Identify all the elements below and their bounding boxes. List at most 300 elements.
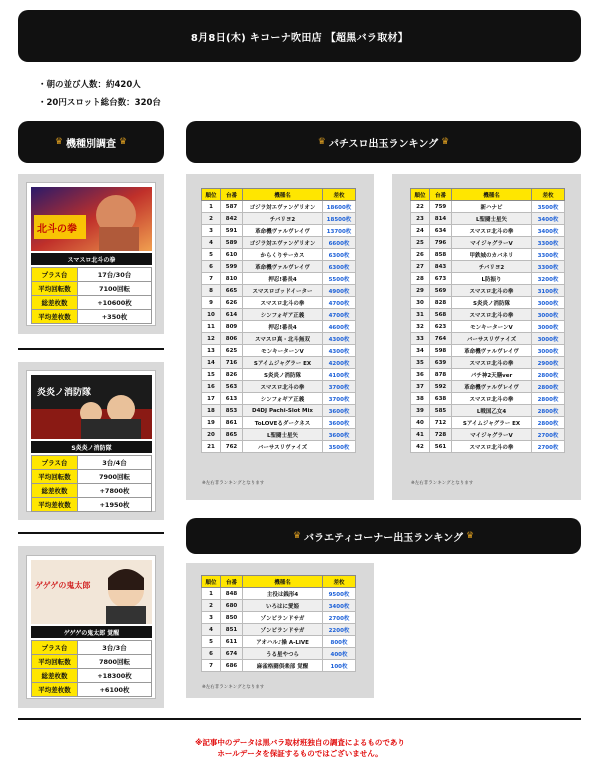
diff-cell: 3700枚 (323, 393, 356, 405)
crown-icon: ♛ (54, 137, 63, 147)
model-cell: スマスロ北斗の拳 (452, 393, 532, 405)
unit-cell: 639 (430, 357, 452, 369)
diff-cell: 4100枚 (323, 369, 356, 381)
rank-cell: 21 (202, 441, 221, 453)
ranking-table-right (410, 188, 565, 453)
ranking-table-left (201, 188, 356, 453)
model-cell: 革命機ヴァルヴレイヴ (452, 381, 532, 393)
table-row (411, 309, 565, 321)
model-cell: スマスロ北斗の拳 (452, 285, 532, 297)
rank-cell: 6 (202, 261, 221, 273)
model-cell: 革命機ヴァルヴレイヴ (243, 261, 323, 273)
stat-label: プラス台 (32, 641, 78, 655)
table-row (411, 345, 565, 357)
table-row (32, 310, 152, 324)
table-row (202, 273, 356, 285)
stat-label: 平均回転数 (32, 282, 78, 296)
unit-cell: 850 (221, 612, 243, 624)
col-diff: 差枚 (323, 576, 356, 588)
table-row (411, 369, 565, 381)
machine-image-enen (31, 375, 152, 439)
diff-cell: 3000枚 (532, 333, 565, 345)
machine-stats-table (31, 640, 152, 697)
model-cell: 主役は銭形4 (243, 588, 323, 600)
table-row (202, 588, 356, 600)
stat-label: 平均差枚数 (32, 683, 78, 697)
stat-label: 平均差枚数 (32, 498, 78, 512)
table-row (411, 381, 565, 393)
crown-icon: ♛ (317, 137, 326, 147)
diff-cell: 2700枚 (532, 429, 565, 441)
diff-cell: 4900枚 (323, 285, 356, 297)
table-row (411, 429, 565, 441)
model-cell: L聖闘士星矢 (243, 429, 323, 441)
unit-cell: 561 (430, 441, 452, 453)
col-model: 機種名 (243, 576, 323, 588)
diff-cell: 3300枚 (532, 249, 565, 261)
section-variety-ranking-label: バラエティコーナー出玉ランキング (304, 532, 463, 544)
stat-label: 平均差枚数 (32, 310, 78, 324)
diff-cell: 5500枚 (323, 273, 356, 285)
table-row (32, 498, 152, 512)
unit-cell: 686 (221, 660, 243, 672)
model-cell: 麻雀格闘倶楽部 覚醒 (243, 660, 323, 672)
diff-cell: 3500枚 (323, 441, 356, 453)
diff-cell: 800枚 (323, 636, 356, 648)
machine-card (26, 555, 156, 699)
model-cell: スマスロ北斗の拳 (452, 357, 532, 369)
rank-cell: 16 (202, 381, 221, 393)
rank-cell: 40 (411, 417, 430, 429)
table-row (202, 249, 356, 261)
machine-logo-text: ゲゲゲの鬼太郎 (35, 581, 91, 590)
rank-cell: 30 (411, 297, 430, 309)
rank-cell: 26 (411, 249, 430, 261)
unit-cell: 716 (221, 357, 243, 369)
model-cell: スマスロ北斗の拳 (243, 381, 323, 393)
rank-cell: 10 (202, 309, 221, 321)
stat-value: 7100回転 (78, 282, 152, 296)
diff-cell: 3000枚 (532, 321, 565, 333)
table-row (202, 441, 356, 453)
table-row (32, 456, 152, 470)
rank-cell: 2 (202, 600, 221, 612)
machine-card (26, 182, 156, 326)
model-cell: スマスロ北斗の拳 (452, 309, 532, 321)
model-cell: L聖闘士星矢 (452, 213, 532, 225)
table-row (202, 624, 356, 636)
section-machine-survey (18, 121, 164, 163)
unit-cell: 634 (430, 225, 452, 237)
diff-cell: 400枚 (323, 648, 356, 660)
unit-cell: 853 (221, 405, 243, 417)
diff-cell: 9500枚 (323, 588, 356, 600)
model-cell: パチ神2天膳ver (452, 369, 532, 381)
model-cell: チバリヨ2 (452, 261, 532, 273)
unit-cell: 610 (221, 249, 243, 261)
table-row (32, 282, 152, 296)
unit-cell: 623 (430, 321, 452, 333)
section-variety-ranking (186, 518, 581, 554)
table-row (202, 393, 356, 405)
rank-cell: 7 (202, 273, 221, 285)
rank-cell: 17 (202, 393, 221, 405)
diff-cell: 2800枚 (532, 393, 565, 405)
unit-cell: 843 (430, 261, 452, 273)
rank-cell: 23 (411, 213, 430, 225)
rank-cell: 28 (411, 273, 430, 285)
col-rank: 順位 (202, 189, 221, 201)
model-cell: スマスロ北斗の拳 (452, 225, 532, 237)
model-cell: ゴジラ対エヴァンゲリオン (243, 237, 323, 249)
unit-cell: 712 (430, 417, 452, 429)
model-cell: うる星やつら (243, 648, 323, 660)
table-row (202, 309, 356, 321)
model-cell: L防振り (452, 273, 532, 285)
col-unit: 台番 (221, 189, 243, 201)
rank-cell: 4 (202, 237, 221, 249)
model-cell: いろはに愛姫 (243, 600, 323, 612)
diff-cell: 3400枚 (532, 213, 565, 225)
diff-cell: 4200枚 (323, 357, 356, 369)
rank-cell: 33 (411, 333, 430, 345)
table-row (411, 417, 565, 429)
table-row (202, 612, 356, 624)
diff-cell: 13700枚 (323, 225, 356, 237)
unit-cell: 589 (221, 237, 243, 249)
model-cell: S炎炎ノ消防隊 (243, 369, 323, 381)
unit-cell: 599 (221, 261, 243, 273)
rank-cell: 12 (202, 333, 221, 345)
diff-cell: 6600枚 (323, 237, 356, 249)
ranking-note: ※左右非ランキングとなります (202, 481, 265, 486)
model-cell: スマスロ北斗の拳 (243, 297, 323, 309)
table-row (202, 345, 356, 357)
table-row (32, 484, 152, 498)
model-cell: 新ハナビ (452, 201, 532, 213)
model-cell: ゾンビランドサガ (243, 624, 323, 636)
unit-cell: 673 (430, 273, 452, 285)
rank-cell: 4 (202, 624, 221, 636)
rank-cell: 1 (202, 588, 221, 600)
col-rank: 順位 (411, 189, 430, 201)
unit-cell: 563 (221, 381, 243, 393)
section-pachislot-ranking-label: パチスロ出玉ランキング (328, 138, 439, 150)
diff-cell: 3300枚 (532, 261, 565, 273)
table-row (411, 297, 565, 309)
disclaimer-line-1: ※記事中のデータは黒バラ取材班独自の調査によるものであり (195, 738, 405, 747)
table-row (411, 237, 565, 249)
model-cell: モンキーターンV (243, 345, 323, 357)
unit-cell: 674 (221, 648, 243, 660)
table-header-row (202, 189, 356, 201)
table-row (202, 405, 356, 417)
rank-cell: 35 (411, 357, 430, 369)
crown-icon: ♛ (465, 531, 475, 541)
rank-cell: 38 (411, 393, 430, 405)
unit-cell: 568 (430, 309, 452, 321)
rank-cell: 37 (411, 381, 430, 393)
table-row (32, 683, 152, 697)
model-cell: 甲鉄城のカバネリ (452, 249, 532, 261)
summary-line-total: ・ 20円スロット総台数：320台 (38, 94, 161, 112)
model-cell: モンキーターンV (452, 321, 532, 333)
diff-cell: 6300枚 (323, 261, 356, 273)
table-row (202, 237, 356, 249)
table-row (202, 381, 356, 393)
model-cell: マイジャグラーV (452, 237, 532, 249)
col-model: 機種名 (243, 189, 323, 201)
diff-cell: 2800枚 (532, 381, 565, 393)
model-cell: ゾンビランドサガ (243, 612, 323, 624)
rank-cell: 6 (202, 648, 221, 660)
rank-cell: 8 (202, 285, 221, 297)
machine-image-hokuto (31, 187, 152, 251)
unit-cell: 861 (221, 417, 243, 429)
stat-value: +1950枚 (78, 498, 152, 512)
table-row (202, 261, 356, 273)
section-pachislot-ranking (186, 121, 581, 163)
unit-cell: 680 (221, 600, 243, 612)
model-cell: スマスロ北斗の拳 (452, 441, 532, 453)
table-row (411, 333, 565, 345)
table-row (32, 296, 152, 310)
table-row (202, 636, 356, 648)
ranking-note: ※左右非ランキングとなります (411, 481, 474, 486)
unit-cell: 614 (221, 309, 243, 321)
table-row (202, 333, 356, 345)
divider (18, 532, 164, 534)
rank-cell: 31 (411, 309, 430, 321)
model-cell: スマスロ真・北斗無双 (243, 333, 323, 345)
rank-cell: 19 (202, 417, 221, 429)
model-cell: チバリヨ2 (243, 213, 323, 225)
summary (38, 76, 161, 112)
model-cell: シンフォギア正義 (243, 309, 323, 321)
model-cell: ゴジラ対エヴァンゲリオン (243, 201, 323, 213)
rank-cell: 7 (202, 660, 221, 672)
stat-value: +6100枚 (78, 683, 152, 697)
model-cell: マイジャグラーV (452, 429, 532, 441)
model-cell: バーサスリヴァイズ (452, 333, 532, 345)
disclaimer (0, 737, 600, 759)
stat-label: 総差枚数 (32, 296, 78, 310)
unit-cell: 842 (221, 213, 243, 225)
rank-cell: 2 (202, 213, 221, 225)
col-rank: 順位 (202, 576, 221, 588)
model-cell: Sアイムジャグラー EX (452, 417, 532, 429)
unit-cell: 625 (221, 345, 243, 357)
machine-name: スマスロ北斗の拳 (31, 253, 152, 265)
unit-cell: 814 (430, 213, 452, 225)
diff-cell: 3400枚 (323, 600, 356, 612)
table-row (411, 357, 565, 369)
rank-cell: 25 (411, 237, 430, 249)
diff-cell: 3400枚 (532, 225, 565, 237)
unit-cell: 611 (221, 636, 243, 648)
stat-value: 17台/30台 (78, 268, 152, 282)
unit-cell: 665 (221, 285, 243, 297)
unit-cell: 626 (221, 297, 243, 309)
rank-cell: 29 (411, 285, 430, 297)
unit-cell: 806 (221, 333, 243, 345)
diff-cell: 4700枚 (323, 297, 356, 309)
model-cell: 押忍!番長4 (243, 321, 323, 333)
unit-cell: 728 (430, 429, 452, 441)
rank-cell: 39 (411, 405, 430, 417)
table-row (32, 655, 152, 669)
rank-cell: 1 (202, 201, 221, 213)
table-row (202, 357, 356, 369)
diff-cell: 2700枚 (323, 612, 356, 624)
machine-logo-text: 炎炎ノ消防隊 (37, 388, 92, 398)
diff-cell: 2800枚 (532, 405, 565, 417)
diff-cell: 3300枚 (532, 237, 565, 249)
stat-label: 総差枚数 (32, 484, 78, 498)
col-diff: 差枚 (323, 189, 356, 201)
unit-cell: 796 (430, 237, 452, 249)
stat-value: 7900回転 (78, 470, 152, 484)
table-row (32, 268, 152, 282)
diff-cell: 4600枚 (323, 321, 356, 333)
table-row (411, 405, 565, 417)
stat-label: プラス台 (32, 268, 78, 282)
unit-cell: 848 (221, 588, 243, 600)
summary-line-queue: ・ 朝の並び人数：約420人 (38, 76, 161, 94)
unit-cell: 809 (221, 321, 243, 333)
diff-cell: 2700枚 (532, 441, 565, 453)
ranking-table-variety (201, 575, 356, 672)
crown-icon: ♛ (119, 137, 128, 147)
model-cell: 押忍!番長4 (243, 273, 323, 285)
table-row (202, 213, 356, 225)
stat-value: +18300枚 (78, 669, 152, 683)
diff-cell: 3600枚 (323, 405, 356, 417)
rank-cell: 20 (202, 429, 221, 441)
model-cell: ToLOVEるダークネス (243, 417, 323, 429)
table-row (411, 201, 565, 213)
table-row (411, 261, 565, 273)
rank-cell: 13 (202, 345, 221, 357)
rank-cell: 24 (411, 225, 430, 237)
rank-cell: 34 (411, 345, 430, 357)
stat-value: 3台/4台 (78, 456, 152, 470)
rank-cell: 9 (202, 297, 221, 309)
rank-cell: 3 (202, 612, 221, 624)
model-cell: Sアイムジャグラー EX (243, 357, 323, 369)
diff-cell: 6300枚 (323, 249, 356, 261)
table-row (411, 285, 565, 297)
table-row (202, 600, 356, 612)
rank-cell: 27 (411, 261, 430, 273)
rank-cell: 11 (202, 321, 221, 333)
table-row (202, 285, 356, 297)
model-cell: L戦国乙女4 (452, 405, 532, 417)
table-row (411, 225, 565, 237)
table-row (202, 429, 356, 441)
table-row (411, 249, 565, 261)
diff-cell: 4300枚 (323, 333, 356, 345)
col-diff: 差枚 (532, 189, 565, 201)
unit-cell: 826 (221, 369, 243, 381)
diff-cell: 3500枚 (532, 201, 565, 213)
table-row (202, 417, 356, 429)
rank-cell: 14 (202, 357, 221, 369)
table-row (411, 273, 565, 285)
table-row (202, 201, 356, 213)
machine-card (26, 370, 156, 512)
rank-cell: 5 (202, 249, 221, 261)
unit-cell: 585 (430, 405, 452, 417)
table-row (411, 393, 565, 405)
ranking-note: ※左右非ランキングとなります (202, 685, 265, 690)
stat-label: 平均回転数 (32, 470, 78, 484)
diff-cell: 4700枚 (323, 309, 356, 321)
diff-cell: 3600枚 (323, 429, 356, 441)
model-cell: スマスロゴッドイーター (243, 285, 323, 297)
table-row (202, 297, 356, 309)
diff-cell: 3700枚 (323, 381, 356, 393)
col-unit: 台番 (221, 576, 243, 588)
unit-cell: 810 (221, 273, 243, 285)
stat-label: プラス台 (32, 456, 78, 470)
diff-cell: 3200枚 (532, 273, 565, 285)
diff-cell: 2900枚 (532, 357, 565, 369)
model-cell: からくりサーカス (243, 249, 323, 261)
stat-value: 7800回転 (78, 655, 152, 669)
unit-cell: 878 (430, 369, 452, 381)
stat-label: 平均回転数 (32, 655, 78, 669)
diff-cell: 100枚 (323, 660, 356, 672)
unit-cell: 598 (430, 345, 452, 357)
diff-cell: 18600枚 (323, 201, 356, 213)
rank-cell: 3 (202, 225, 221, 237)
diff-cell: 18500枚 (323, 213, 356, 225)
crown-icon: ♛ (292, 531, 302, 541)
stat-value: 3台/3台 (78, 641, 152, 655)
disclaimer-line-2: ホールデータを保証するものではございません。 (217, 749, 383, 758)
model-cell: バーサスリヴァイズ (243, 441, 323, 453)
rank-cell: 22 (411, 201, 430, 213)
crown-icon: ♛ (441, 137, 450, 147)
rank-cell: 18 (202, 405, 221, 417)
table-header-row (411, 189, 565, 201)
unit-cell: 587 (221, 201, 243, 213)
unit-cell: 851 (221, 624, 243, 636)
rank-cell: 32 (411, 321, 430, 333)
diff-cell: 3000枚 (532, 345, 565, 357)
machine-name: S炎炎ノ消防隊 (31, 441, 152, 453)
rank-cell: 42 (411, 441, 430, 453)
rank-cell: 5 (202, 636, 221, 648)
rank-cell: 36 (411, 369, 430, 381)
model-cell: 革命機ヴァルヴレイヴ (452, 345, 532, 357)
stat-label: 総差枚数 (32, 669, 78, 683)
stat-value: +7800枚 (78, 484, 152, 498)
page-title (18, 10, 581, 62)
model-cell: S炎炎ノ消防隊 (452, 297, 532, 309)
unit-cell: 759 (430, 201, 452, 213)
table-row (411, 213, 565, 225)
machine-image-kitaro (31, 560, 152, 624)
table-row (202, 321, 356, 333)
rank-cell: 41 (411, 429, 430, 441)
table-row (32, 641, 152, 655)
col-unit: 台番 (430, 189, 452, 201)
model-cell: D4DJ Pachi-Slot Mix (243, 405, 323, 417)
page-title-text: 8月8日(木) キコーナ吹田店 【超黒バラ取材】 (190, 32, 409, 44)
unit-cell: 569 (430, 285, 452, 297)
